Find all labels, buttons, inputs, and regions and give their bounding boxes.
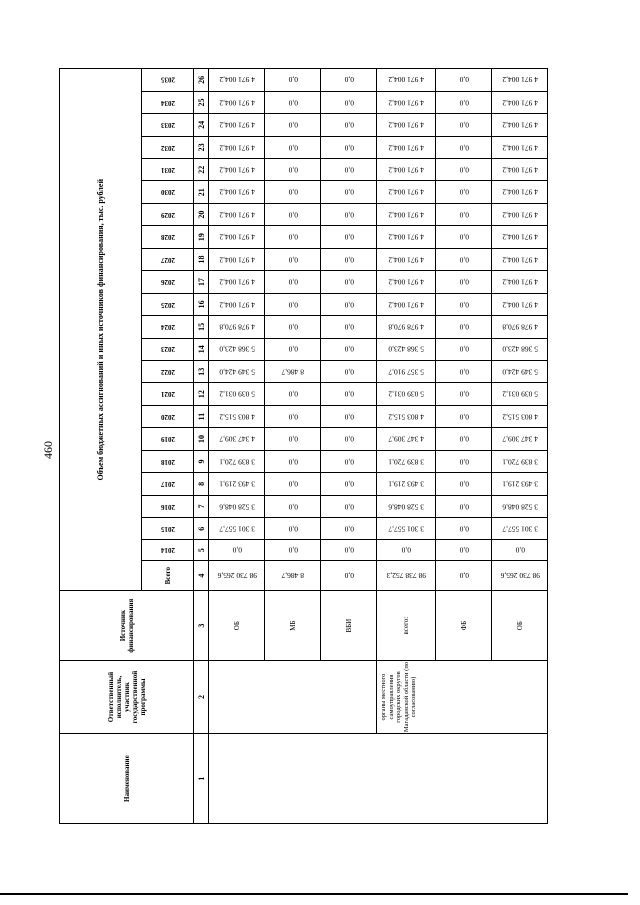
- name-cell: [209, 734, 548, 824]
- value-cell: 0,0: [321, 69, 377, 92]
- value-cell: 0,0: [436, 518, 492, 540]
- value-cell: 4 971 004,2: [377, 248, 436, 270]
- column-number: 8: [194, 473, 209, 495]
- column-number: 18: [194, 248, 209, 270]
- value-cell: 0,0: [321, 383, 377, 405]
- value-cell: 0,0: [436, 316, 492, 338]
- value-cell: 4 971 004,2: [492, 159, 548, 181]
- header-year: 2026: [142, 271, 194, 293]
- value-cell: 4 971 004,2: [492, 293, 548, 315]
- value-cell: 4 971 004,2: [209, 293, 265, 315]
- value-cell: 4 971 004,2: [377, 181, 436, 203]
- value-cell: 0,0: [321, 540, 377, 560]
- column-number: 21: [194, 181, 209, 203]
- value-cell: 0,0: [436, 136, 492, 158]
- value-cell: 0,0: [436, 203, 492, 225]
- value-cell: 0,0: [265, 518, 321, 540]
- source-cell: ВБИ: [321, 591, 377, 660]
- value-cell: 3 839 720,1: [492, 450, 548, 472]
- value-cell: 0,0: [321, 91, 377, 113]
- value-cell: 4 971 004,2: [209, 159, 265, 181]
- value-cell: 0,0: [265, 495, 321, 517]
- header-year: 2028: [142, 226, 194, 248]
- column-number: 7: [194, 495, 209, 517]
- value-cell: 0,0: [321, 159, 377, 181]
- responsible-cell: [209, 660, 377, 733]
- value-cell: 3 493 219,1: [377, 473, 436, 495]
- value-cell: 0,0: [436, 226, 492, 248]
- value-cell: 5 349 424,0: [209, 360, 265, 382]
- header-row-title: [60, 69, 142, 824]
- value-cell: 0,0: [436, 360, 492, 382]
- value-cell: 0,0: [436, 69, 492, 92]
- total-cell: 98 730 265,6: [492, 560, 548, 591]
- column-number: 11: [194, 405, 209, 427]
- value-cell: 3 839 720,1: [209, 450, 265, 472]
- column-number: 23: [194, 136, 209, 158]
- column-number: 15: [194, 316, 209, 338]
- value-cell: 3 839 720,1: [377, 450, 436, 472]
- value-cell: 5 039 031,2: [377, 383, 436, 405]
- value-cell: 0,0: [321, 473, 377, 495]
- value-cell: 0,0: [436, 293, 492, 315]
- value-cell: 0,0: [436, 271, 492, 293]
- value-cell: 0,0: [265, 69, 321, 92]
- value-cell: 3 528 048,6: [377, 495, 436, 517]
- value-cell: 0,0: [436, 383, 492, 405]
- column-number: 24: [194, 114, 209, 136]
- responsible-cell: органы местного самоуправления городских округов Магаданской области (по согласованию): [377, 660, 548, 733]
- value-cell: 5 039 031,2: [492, 383, 548, 405]
- value-cell: 5 368 423,0: [377, 338, 436, 360]
- column-number: 22: [194, 159, 209, 181]
- value-cell: 4 978 970,8: [377, 316, 436, 338]
- value-cell: 0,0: [265, 383, 321, 405]
- value-cell: 0,0: [321, 360, 377, 382]
- total-cell: 0,0: [436, 560, 492, 591]
- value-cell: 0,0: [321, 405, 377, 427]
- column-number: 5: [194, 540, 209, 560]
- header-responsible: Ответственный исполнитель, участник государственной программы: [60, 660, 194, 733]
- value-cell: 3 301 557,7: [377, 518, 436, 540]
- value-cell: 5 039 031,2: [209, 383, 265, 405]
- budget-table-sheet: [59, 68, 545, 824]
- header-year: 2015: [142, 518, 194, 540]
- value-cell: 4 971 004,2: [377, 203, 436, 225]
- header-year: 2032: [142, 136, 194, 158]
- value-cell: 3 493 219,1: [492, 473, 548, 495]
- header-year: 2018: [142, 450, 194, 472]
- column-number: 26: [194, 69, 209, 92]
- value-cell: 0,0: [321, 495, 377, 517]
- source-cell: МБ: [265, 591, 321, 660]
- header-year: 2014: [142, 540, 194, 560]
- value-cell: 0,0: [265, 338, 321, 360]
- header-source: Источник финансирования: [60, 591, 194, 660]
- value-cell: 4 971 004,2: [377, 159, 436, 181]
- value-cell: 0,0: [377, 540, 436, 560]
- total-cell: 8 486,7: [265, 560, 321, 591]
- value-cell: 4 971 004,2: [377, 271, 436, 293]
- value-cell: 0,0: [265, 136, 321, 158]
- header-row-numbers: [194, 69, 209, 824]
- value-cell: 0,0: [436, 495, 492, 517]
- value-cell: 0,0: [265, 226, 321, 248]
- value-cell: 4 971 004,2: [209, 114, 265, 136]
- value-cell: 0,0: [436, 159, 492, 181]
- column-number: 2: [194, 660, 209, 733]
- value-cell: 4 978 970,8: [209, 316, 265, 338]
- header-year: 2025: [142, 293, 194, 315]
- value-cell: 0,0: [265, 293, 321, 315]
- value-cell: 5 357 910,7: [377, 360, 436, 382]
- value-cell: 4 971 004,2: [377, 114, 436, 136]
- column-number: 3: [194, 591, 209, 660]
- value-cell: 0,0: [265, 540, 321, 560]
- value-cell: 0,0: [265, 91, 321, 113]
- value-cell: 0,0: [321, 518, 377, 540]
- value-cell: 0,0: [265, 159, 321, 181]
- value-cell: 0,0: [321, 338, 377, 360]
- header-year: 2035: [142, 69, 194, 92]
- value-cell: 5 368 423,0: [209, 338, 265, 360]
- value-cell: 0,0: [321, 271, 377, 293]
- value-cell: 0,0: [265, 181, 321, 203]
- header-year: 2022: [142, 360, 194, 382]
- value-cell: 0,0: [492, 540, 548, 560]
- value-cell: 0,0: [321, 203, 377, 225]
- value-cell: 4 803 515,2: [492, 405, 548, 427]
- table-row: [377, 69, 436, 824]
- value-cell: 4 347 309,7: [492, 428, 548, 450]
- header-name: Наименование: [60, 734, 194, 824]
- value-cell: 0,0: [321, 450, 377, 472]
- header-year: 2029: [142, 203, 194, 225]
- header-year: 2016: [142, 495, 194, 517]
- value-cell: 4 971 004,2: [492, 271, 548, 293]
- value-cell: 5 368 423,0: [492, 338, 548, 360]
- value-cell: 0,0: [436, 114, 492, 136]
- value-cell: 0,0: [265, 428, 321, 450]
- value-cell: 0,0: [321, 114, 377, 136]
- header-year: 2023: [142, 338, 194, 360]
- header-year: 2021: [142, 383, 194, 405]
- value-cell: 3 301 557,7: [492, 518, 548, 540]
- value-cell: 0,0: [321, 136, 377, 158]
- value-cell: 3 528 048,6: [492, 495, 548, 517]
- value-cell: 0,0: [321, 316, 377, 338]
- value-cell: 4 971 004,2: [209, 248, 265, 270]
- value-cell: 8 486,7: [265, 360, 321, 382]
- table-row: [209, 69, 265, 824]
- value-cell: 4 971 004,2: [209, 136, 265, 158]
- value-cell: 0,0: [265, 450, 321, 472]
- value-cell: 4 971 004,2: [209, 69, 265, 92]
- value-cell: 4 971 004,2: [492, 136, 548, 158]
- value-cell: 0,0: [321, 293, 377, 315]
- value-cell: 5 349 424,0: [492, 360, 548, 382]
- header-year: 2019: [142, 428, 194, 450]
- column-number: 4: [194, 560, 209, 591]
- value-cell: 0,0: [321, 248, 377, 270]
- header-year: 2024: [142, 316, 194, 338]
- value-cell: 4 803 515,2: [377, 405, 436, 427]
- value-cell: 4 971 004,2: [492, 114, 548, 136]
- value-cell: 0,0: [436, 248, 492, 270]
- column-number: 19: [194, 226, 209, 248]
- value-cell: 0,0: [265, 405, 321, 427]
- column-number: 1: [194, 734, 209, 824]
- value-cell: 4 347 309,7: [377, 428, 436, 450]
- value-cell: 0,0: [265, 316, 321, 338]
- value-cell: 0,0: [321, 181, 377, 203]
- value-cell: 0,0: [436, 405, 492, 427]
- value-cell: 0,0: [265, 473, 321, 495]
- source-cell: всего:: [377, 591, 436, 660]
- column-number: 12: [194, 383, 209, 405]
- value-cell: 3 493 219,1: [209, 473, 265, 495]
- source-cell: ФБ: [436, 591, 492, 660]
- value-cell: 0,0: [265, 203, 321, 225]
- value-cell: 4 971 004,2: [209, 181, 265, 203]
- budget-table: [59, 68, 548, 824]
- value-cell: 0,0: [436, 91, 492, 113]
- value-cell: 3 528 048,6: [209, 495, 265, 517]
- header-year: 2034: [142, 91, 194, 113]
- value-cell: 0,0: [436, 428, 492, 450]
- value-cell: 4 971 004,2: [209, 226, 265, 248]
- value-cell: 4 971 004,2: [492, 248, 548, 270]
- value-cell: 0,0: [321, 226, 377, 248]
- header-volume-title: Объем бюджетных ассигнований и иных источников финансирования, тыс. рублей: [60, 69, 142, 591]
- value-cell: 0,0: [436, 473, 492, 495]
- header-year: 2017: [142, 473, 194, 495]
- value-cell: 4 347 309,7: [209, 428, 265, 450]
- column-number: 25: [194, 91, 209, 113]
- value-cell: 0,0: [209, 540, 265, 560]
- header-year: 2030: [142, 181, 194, 203]
- value-cell: 4 971 004,2: [492, 69, 548, 92]
- column-number: 16: [194, 293, 209, 315]
- bottom-rule: [0, 893, 628, 895]
- value-cell: 4 971 004,2: [377, 293, 436, 315]
- header-year: 2033: [142, 114, 194, 136]
- header-year: 2027: [142, 248, 194, 270]
- value-cell: 0,0: [436, 181, 492, 203]
- value-cell: 3 301 557,7: [209, 518, 265, 540]
- value-cell: 0,0: [265, 248, 321, 270]
- total-cell: 0,0: [321, 560, 377, 591]
- value-cell: 4 971 004,2: [377, 69, 436, 92]
- column-number: 20: [194, 203, 209, 225]
- value-cell: 4 978 970,8: [492, 316, 548, 338]
- value-cell: 0,0: [436, 540, 492, 560]
- value-cell: 4 971 004,2: [377, 136, 436, 158]
- value-cell: 0,0: [436, 338, 492, 360]
- total-cell: 98 730 265,6: [209, 560, 265, 591]
- header-year: 2020: [142, 405, 194, 427]
- column-number: 17: [194, 271, 209, 293]
- value-cell: 4 803 515,2: [209, 405, 265, 427]
- column-number: 13: [194, 360, 209, 382]
- source-cell: ОБ: [492, 591, 548, 660]
- column-number: 6: [194, 518, 209, 540]
- total-cell: 98 738 752,3: [377, 560, 436, 591]
- page-number: 460: [41, 441, 55, 459]
- value-cell: 4 971 004,2: [377, 91, 436, 113]
- value-cell: 4 971 004,2: [209, 203, 265, 225]
- header-total: Всего: [142, 560, 194, 591]
- value-cell: 0,0: [265, 271, 321, 293]
- value-cell: 4 971 004,2: [209, 271, 265, 293]
- value-cell: 0,0: [265, 114, 321, 136]
- value-cell: 4 971 004,2: [492, 226, 548, 248]
- header-year: 2031: [142, 159, 194, 181]
- value-cell: 4 971 004,2: [209, 91, 265, 113]
- value-cell: 4 971 004,2: [377, 226, 436, 248]
- column-number: 9: [194, 450, 209, 472]
- value-cell: 4 971 004,2: [492, 91, 548, 113]
- column-number: 10: [194, 428, 209, 450]
- value-cell: 0,0: [436, 450, 492, 472]
- value-cell: 4 971 004,2: [492, 181, 548, 203]
- value-cell: 0,0: [321, 428, 377, 450]
- source-cell: ОБ: [209, 591, 265, 660]
- column-number: 14: [194, 338, 209, 360]
- value-cell: 4 971 004,2: [492, 203, 548, 225]
